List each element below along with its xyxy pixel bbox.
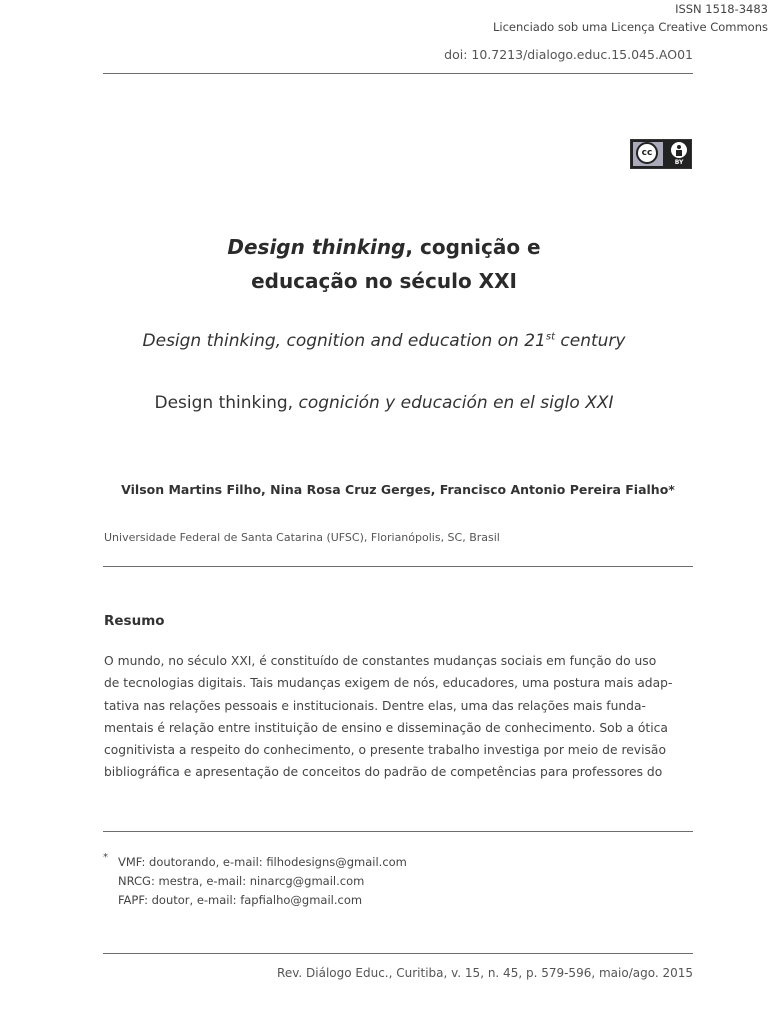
abstract-line: bibliográfica e apresentação de conceitos do padrão de competências para professores do	[104, 765, 663, 780]
abstract-line: cognitivista a respeito do conhecimento, o presente trabalho investiga por meio de revisão	[104, 743, 666, 758]
spanish-title	[0, 393, 768, 413]
footer-rule	[103, 953, 693, 954]
abstract-heading: Resumo	[104, 613, 165, 629]
english-title-suffix: century	[555, 331, 626, 351]
title-italic-part: Design thinking	[227, 235, 406, 259]
english-title-superscript: st	[545, 331, 555, 343]
cc-icon: cc	[636, 142, 658, 164]
footnote-rule	[103, 831, 693, 832]
affiliation: Universidade Federal de Santa Catarina (UFSC), Florianópolis, SC, Brasil	[104, 531, 500, 544]
header-rule	[103, 73, 693, 74]
title-rest-line-1: , cognição e	[405, 235, 541, 259]
abstract-body	[104, 650, 694, 784]
footnote-line: NRCG: mestra, e-mail: ninarcg@gmail.com	[118, 874, 365, 888]
abstract-line: tativa nas relações pessoais e institucionais. Dentre elas, uma das relações mais funda-	[104, 698, 646, 713]
footnote-mark: *	[103, 852, 108, 863]
english-title-text: Design thinking, cognition and education on 21	[142, 331, 546, 351]
footnote-block	[118, 853, 407, 910]
person-body	[676, 150, 682, 156]
abstract-line: O mundo, no século XXI, é constituído de constantes mudanças sociais em função do uso	[104, 654, 657, 668]
title-line-1	[0, 230, 768, 264]
journal-citation-footer: Rev. Diálogo Educ., Curitiba, v. 15, n. 45, p. 579-596, maio/ago. 2015	[277, 966, 693, 980]
english-title	[0, 331, 768, 351]
author-list: Vilson Martins Filho, Nina Rosa Cruz Gerges, Francisco Antonio Pereira Fialho*	[121, 482, 675, 497]
footnote-line: VMF: doutorando, e-mail: filhodesigns@gmail.com	[118, 855, 407, 869]
issn-text: ISSN 1518-3483	[675, 2, 768, 16]
issn-block	[0, 0, 768, 36]
spanish-title-plain: Design thinking,	[154, 393, 294, 413]
by-label: BY	[674, 159, 684, 166]
license-text: Licenciado sob uma Licença Creative Commons	[493, 20, 768, 34]
affiliation-rule	[103, 566, 693, 567]
article-title	[0, 230, 768, 298]
footnote-line: FAPF: doutor, e-mail: fapfialho@gmail.com	[118, 893, 363, 907]
title-line-2: educação no século XXI	[251, 269, 517, 293]
attribution-person-icon	[671, 142, 687, 158]
person-head	[677, 145, 681, 149]
spanish-title-italic: cognición y educación en el siglo XXI	[293, 393, 614, 413]
abstract-line: mentais é relação entre instituição de ensino e disseminação de conhecimento. Sob a ótica	[104, 720, 668, 735]
abstract-line: de tecnologias digitais. Tais mudanças exigem de nós, educadores, uma postura mais adap-	[104, 676, 673, 691]
doi-text: doi: 10.7213/dialogo.educ.15.045.AO01	[444, 47, 693, 62]
creative-commons-by-badge	[630, 139, 692, 169]
